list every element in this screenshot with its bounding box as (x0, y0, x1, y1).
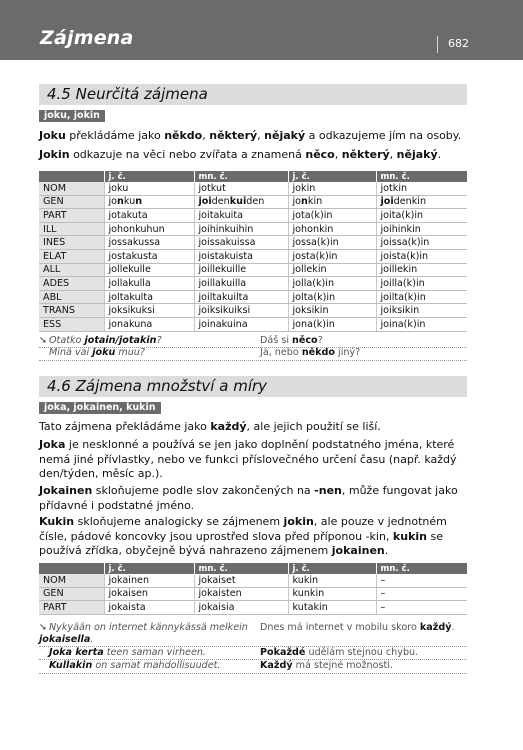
example-fi-3: Kullakin on samat mahdollisuudet. (49, 660, 221, 671)
case-label: GEN (39, 195, 104, 209)
table-cell: joiltakuilta (194, 290, 288, 304)
table-cell: jollekin (288, 263, 376, 277)
table-row (39, 209, 467, 223)
table-cell: jokaista (104, 601, 194, 615)
example-cz-1: Dnes má internet v mobilu skoro každý. (260, 622, 455, 633)
case-label: PART (39, 209, 104, 223)
table-cell: – (376, 587, 467, 601)
case-label: NOM (39, 182, 104, 195)
case-label: ELAT (39, 249, 104, 263)
case-label: ABL (39, 290, 104, 304)
table-cell: jokaisia (194, 601, 288, 615)
example-fi-2: Minä vai joku muu? (49, 347, 145, 358)
dotted-divider (39, 360, 467, 361)
table-row (39, 182, 467, 195)
table-cell: joku (104, 182, 194, 195)
column-header: j. č. (288, 171, 376, 182)
table-row (39, 195, 467, 209)
table-row (39, 249, 467, 263)
table-cell: joissa(k)in (376, 236, 467, 250)
dotted-divider (39, 673, 467, 674)
table-cell: jota(k)in (288, 209, 376, 223)
table-row (39, 263, 467, 277)
column-header: j. č. (104, 171, 194, 182)
example-cz-1: Dáš si něco? (260, 335, 323, 346)
section-heading-4-5 (39, 84, 467, 105)
column-header: mn. č. (376, 563, 467, 574)
case-label: ESS (39, 317, 104, 331)
table-cell: kukin (288, 574, 376, 587)
table-cell: joissakuissa (194, 236, 288, 250)
table-cell: jollekulle (104, 263, 194, 277)
table-cell: joksikuksi (104, 304, 194, 318)
table-cell: jolta(k)in (288, 290, 376, 304)
paragraph-kukin: Kukin skloňujeme analogicky se zájmenem jokin, ale pouze v jednotném čísle, pádové koncovky jsou uprostřed slova před příponou -kin, kukin se používá zřídka, obyčejně bývá nahrazeno zájmenem jokainen. (39, 515, 447, 558)
table-cell: kutakin (288, 601, 376, 615)
table-cell: johonkin (288, 222, 376, 236)
section-title: 4.5 Neurčitá zájmena (47, 85, 208, 103)
table-cell: jotkin (376, 182, 467, 195)
table-cell: jokainen (104, 574, 194, 587)
table-cell: joillekuille (194, 263, 288, 277)
case-label: INES (39, 236, 104, 250)
declension-table-jokainen-kukin (39, 563, 467, 615)
table-cell: johonkuhun (104, 222, 194, 236)
case-label: PART (39, 601, 104, 615)
table-cell: jotkut (194, 182, 288, 195)
page-number: 682 (448, 37, 469, 50)
case-label: NOM (39, 574, 104, 587)
column-header (39, 171, 104, 182)
table-cell: jostakusta (104, 249, 194, 263)
declension-table-joku-jokin (39, 171, 467, 332)
example-fi-2: Joka kerta teen saman virheen. (49, 647, 206, 658)
table-cell: joihinkuihin (194, 222, 288, 236)
column-header: j. č. (288, 563, 376, 574)
table-cell: – (376, 601, 467, 615)
table-cell: joidenkin (376, 195, 467, 209)
table-cell: joitakuita (194, 209, 288, 223)
table-row (39, 574, 467, 587)
table-cell: joistakuista (194, 249, 288, 263)
table-cell: kunkin (288, 587, 376, 601)
table-cell: joinakuina (194, 317, 288, 331)
chapter-title: Zájmena (40, 27, 134, 49)
case-label: ILL (39, 222, 104, 236)
header-divider (437, 36, 438, 53)
dotted-divider (39, 347, 467, 348)
table-cell: joillakuilla (194, 277, 288, 291)
table-row (39, 304, 467, 318)
table-cell: joihinkin (376, 222, 467, 236)
paragraph-joku: Joku překládáme jako někdo, některý, nějaký a odkazujeme jím na osoby. (39, 129, 462, 142)
section-tag: joku, jokin (39, 110, 105, 122)
paragraph-intro: Tato zájmena překládáme jako každý, ale jejich použití se liší. (39, 420, 381, 433)
table-cell: jona(k)in (288, 317, 376, 331)
table-cell: jokin (288, 182, 376, 195)
table-cell: jokaisen (104, 587, 194, 601)
table-cell: jonkun (104, 195, 194, 209)
paragraph-jokin: Jokin odkazuje na věci nebo zvířata a znamená něco, některý, nějaký. (39, 148, 442, 161)
table-cell: jollakulla (104, 277, 194, 291)
dotted-divider (39, 646, 467, 647)
example-cz-2: Já, nebo někdo jiný? (260, 347, 361, 358)
case-label: TRANS (39, 304, 104, 318)
section-tag: joka, jokainen, kukin (39, 402, 161, 414)
table-cell: jonkin (288, 195, 376, 209)
table-cell: joksikin (288, 304, 376, 318)
table-cell: josta(k)in (288, 249, 376, 263)
table-cell: jotakuta (104, 209, 194, 223)
arrow-icon: ➘ (39, 622, 48, 633)
table-cell: joista(k)in (376, 249, 467, 263)
example-fi-1: ➘ Nykyään on internet kännykässä melkein jokaisella. (39, 622, 248, 645)
column-header: mn. č. (376, 171, 467, 182)
table-cell: joita(k)in (376, 209, 467, 223)
section-title: 4.6 Zájmena množství a míry (47, 377, 268, 395)
example-cz-3: Každý má stejné možnosti. (260, 660, 393, 671)
table-cell: jonakuna (104, 317, 194, 331)
table-cell: jokaiset (194, 574, 288, 587)
table-row (39, 236, 467, 250)
column-header (39, 563, 104, 574)
case-label: ADES (39, 277, 104, 291)
table-cell: jolla(k)in (288, 277, 376, 291)
table-cell: joina(k)in (376, 317, 467, 331)
table-cell: joiksikuiksi (194, 304, 288, 318)
arrow-icon: ➘ (39, 335, 48, 346)
paragraph-jokainen: Jokainen skloňujeme podle slov zakončených na -nen, může fungovat jako přídavné i podstatné jméno. (39, 484, 458, 512)
section-heading-4-6 (39, 376, 467, 397)
table-row (39, 587, 467, 601)
paragraph-joka: Joka je nesklonné a používá se jen jako doplnění podstatného jména, které nemá jiné přívlastky, nebo ve funkci příslovečného určení času (např. každý den/týden, měsíc ap.). (39, 438, 457, 481)
example-fi-1: ➘ Otatko jotain/jotakin? (39, 335, 162, 346)
column-header: mn. č. (194, 563, 288, 574)
column-header: j. č. (104, 563, 194, 574)
table-row (39, 290, 467, 304)
table-cell: jokaisten (194, 587, 288, 601)
table-cell: jossakussa (104, 236, 194, 250)
table-row (39, 222, 467, 236)
table-cell: joltakulta (104, 290, 194, 304)
page-header (0, 0, 523, 60)
table-cell: joiksikin (376, 304, 467, 318)
table-row (39, 277, 467, 291)
table-cell: joilla(k)in (376, 277, 467, 291)
table-row (39, 601, 467, 615)
table-row (39, 317, 467, 331)
case-label: GEN (39, 587, 104, 601)
table-cell: – (376, 574, 467, 587)
table-cell: joillekin (376, 263, 467, 277)
case-label: ALL (39, 263, 104, 277)
table-cell: joilta(k)in (376, 290, 467, 304)
column-header: mn. č. (194, 171, 288, 182)
example-cz-2: Pokaždé udělám stejnou chybu. (260, 647, 419, 658)
table-cell: joidenkuiden (194, 195, 288, 209)
dotted-divider (39, 659, 467, 660)
table-cell: jossa(k)in (288, 236, 376, 250)
